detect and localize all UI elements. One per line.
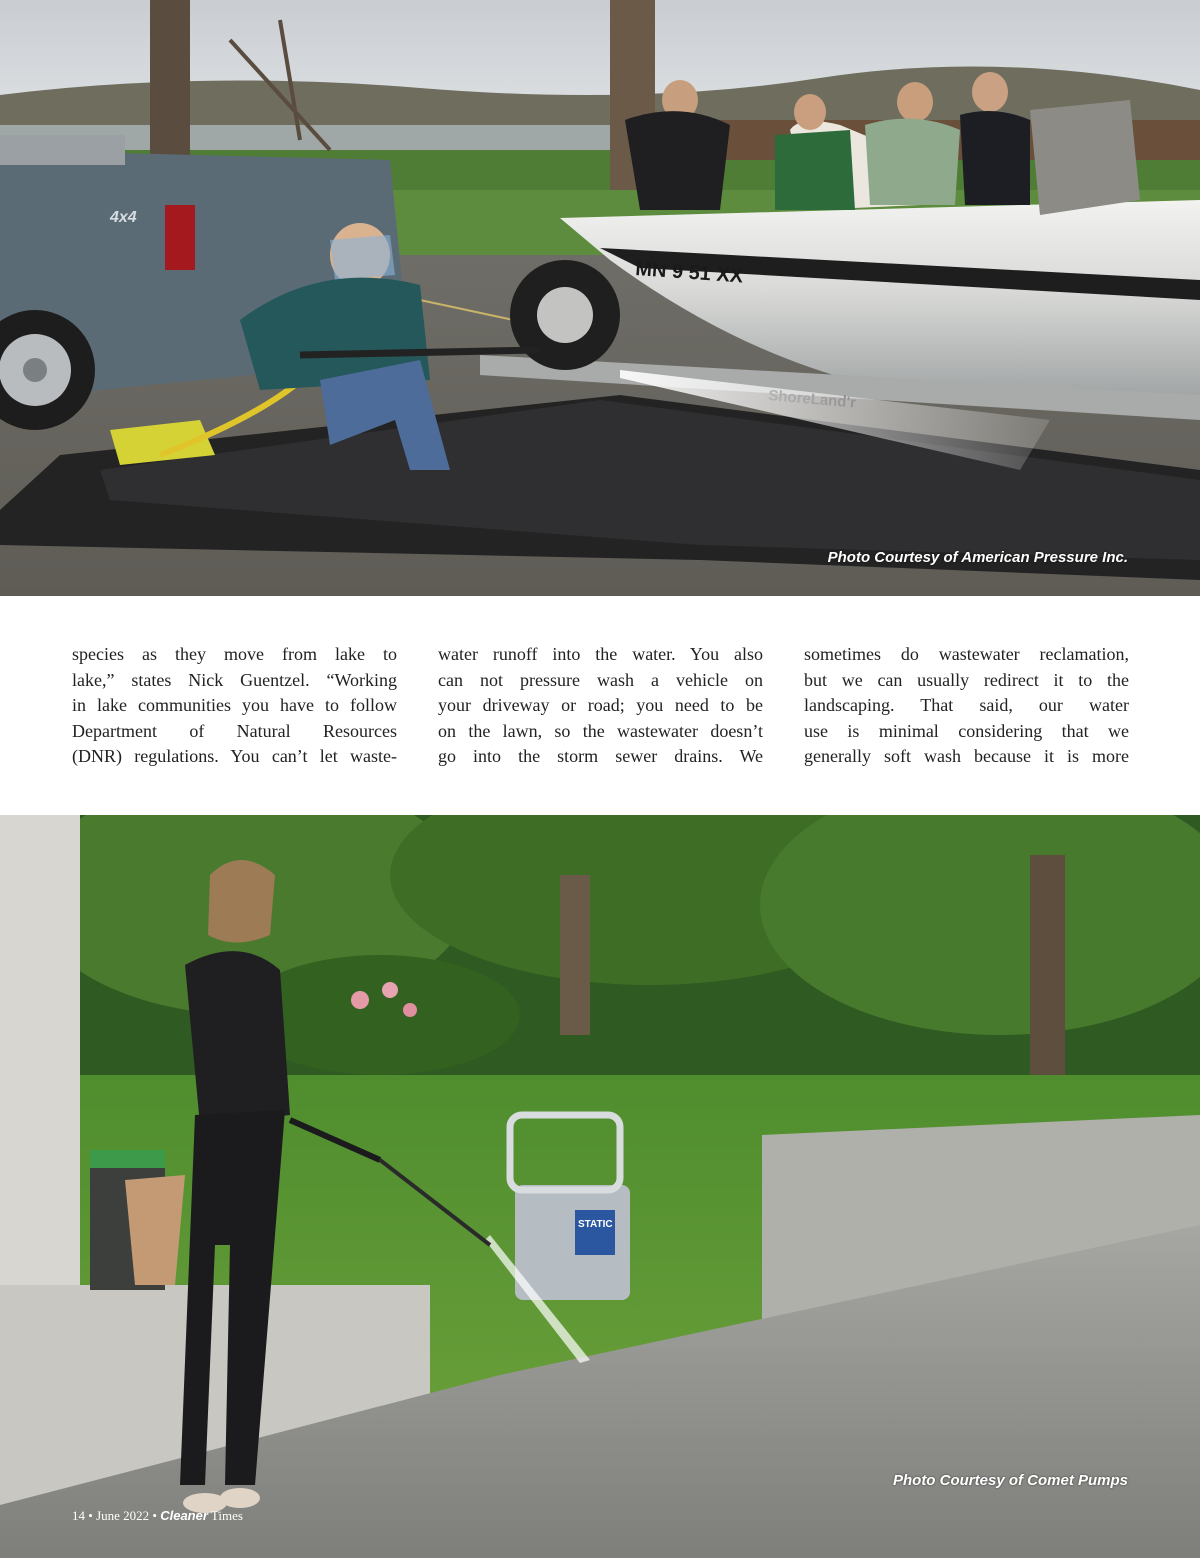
text-line: species as they move from lake to bbox=[72, 644, 397, 664]
text-line: your driveway or road; you need to be bbox=[438, 695, 763, 715]
text-line: on the lawn, so the wastewater doesn’t bbox=[438, 720, 763, 741]
text-line: Department of Natural Resources bbox=[72, 720, 397, 741]
publication-name: Times bbox=[207, 1508, 243, 1523]
text-line: sometimes do wastewater reclamation, bbox=[804, 644, 1129, 664]
photo-caption-bottom: Photo Courtesy of Comet Pumps bbox=[892, 1472, 1128, 1489]
text-line: (DNR) regulations. You can’t let waste- bbox=[72, 746, 397, 766]
article-column-3 bbox=[804, 642, 1129, 770]
machine-label: STATIC bbox=[578, 1219, 613, 1230]
article-columns bbox=[72, 642, 1130, 772]
text-line: go into the storm sewer drains. We bbox=[438, 746, 763, 766]
boat-registration: MN 9 51 XX bbox=[634, 258, 744, 288]
text-line: water runoff into the water. You also bbox=[438, 644, 763, 664]
publication-brand: Cleaner bbox=[160, 1508, 208, 1523]
article-column-2 bbox=[438, 642, 763, 770]
footer-separator: • bbox=[149, 1508, 161, 1523]
footer-separator: • bbox=[85, 1508, 97, 1523]
photo-boat-washing bbox=[0, 0, 1200, 596]
text-line: landscaping. That said, our water bbox=[804, 695, 1129, 715]
page-number: 14 bbox=[72, 1508, 85, 1523]
text-line: generally soft wash because it is more bbox=[804, 746, 1129, 766]
issue-date: June 2022 bbox=[96, 1508, 150, 1523]
truck-badge: 4x4 bbox=[110, 209, 137, 226]
photo-boat-washing-illustration bbox=[0, 0, 1200, 596]
photo-woman-pressure-washing bbox=[0, 815, 1200, 1558]
text-line: lake,” states Nick Guentzel. “Working bbox=[72, 669, 397, 690]
photo-woman-pressure-washing-illustration bbox=[0, 815, 1200, 1558]
text-line: in lake communities you have to follow bbox=[72, 695, 397, 715]
text-line: can not pressure wash a vehicle on bbox=[438, 669, 763, 690]
article-column-1 bbox=[72, 642, 397, 770]
text-line: but we can usually redirect it to the bbox=[804, 669, 1129, 690]
text-line: use is minimal considering that we bbox=[804, 720, 1129, 741]
photo-caption-top: Photo Courtesy of American Pressure Inc. bbox=[827, 549, 1128, 566]
page-footer bbox=[72, 1508, 243, 1524]
